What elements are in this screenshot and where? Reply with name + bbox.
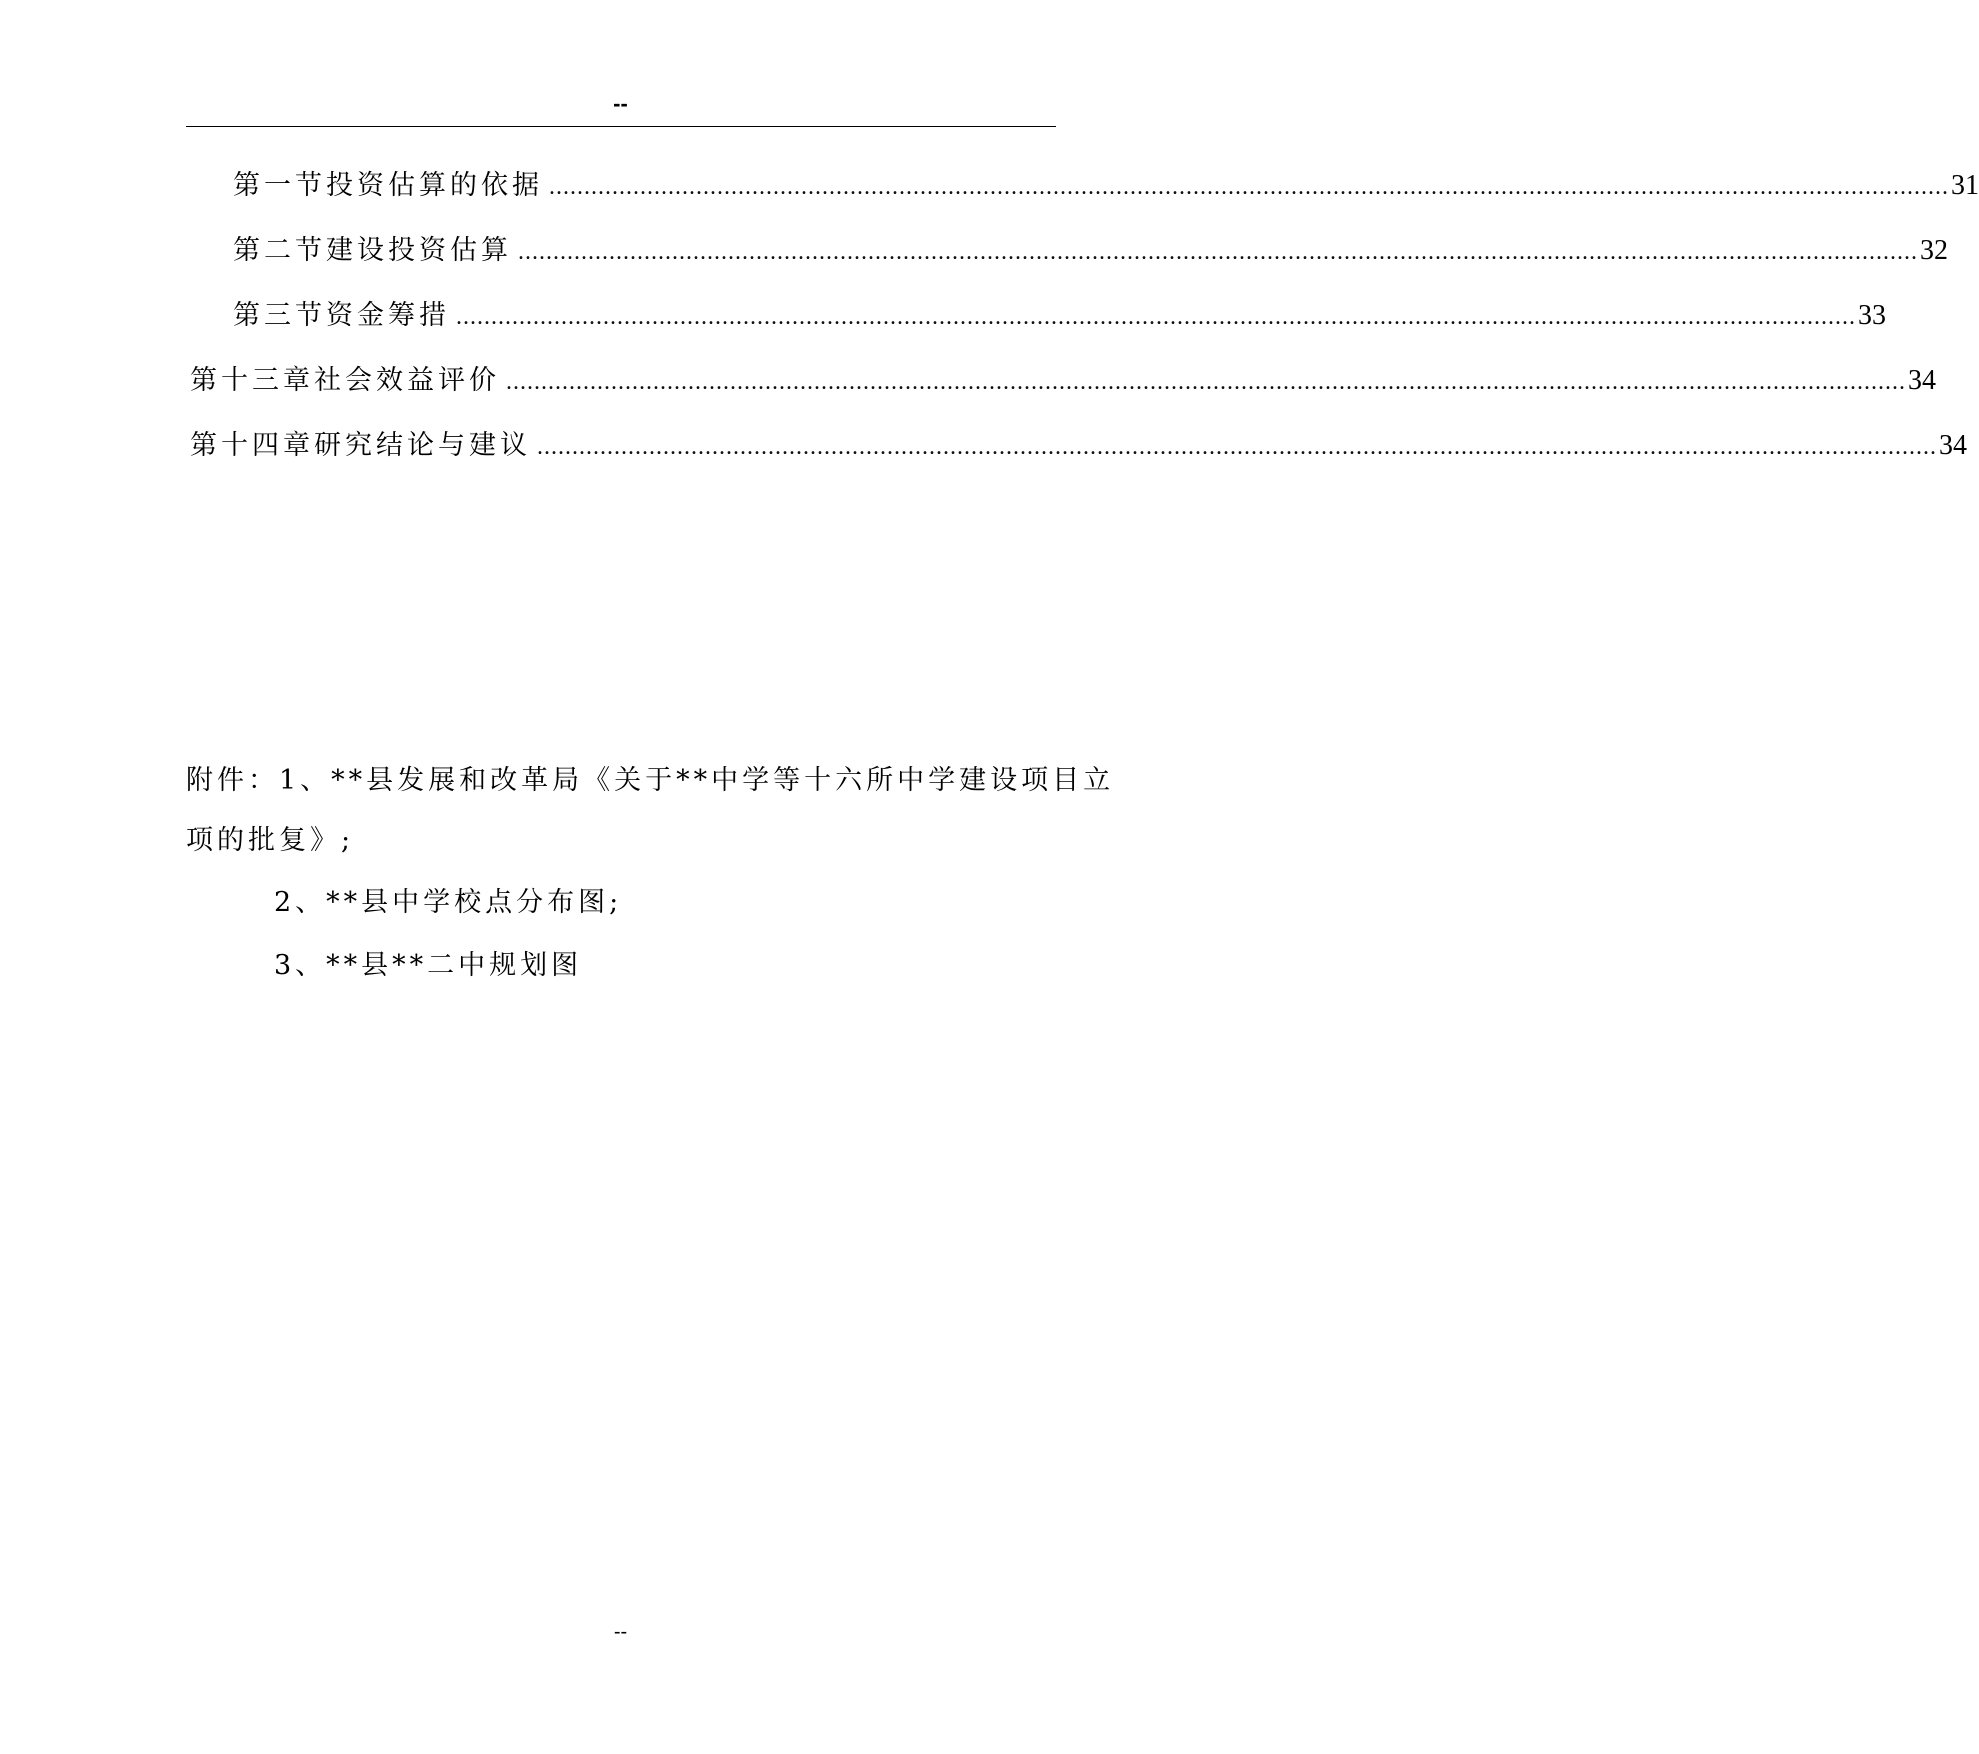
toc-entry-page: 32 <box>1920 235 1948 266</box>
toc-dot-leader: ........................................................................................................................................................................................................ <box>506 369 1906 395</box>
toc-entry-title: 投资估算的依据 <box>326 170 543 201</box>
toc-entry-title: 研究结论与建议 <box>314 430 531 461</box>
toc-entry[interactable] <box>186 293 1886 358</box>
toc-entry-title: 建设投资估算 <box>326 235 512 266</box>
attachment-line: 附件：1、**县发展和改革局《关于**中学等十六所中学建设项目立 <box>186 765 1115 796</box>
toc-dot-leader: ........................................................................................................................................................................................................ <box>537 434 1937 460</box>
attachment-line: 项的批复》; <box>186 825 355 856</box>
toc-entry[interactable] <box>186 163 1979 228</box>
header-rule <box>186 126 1056 127</box>
table-of-contents <box>186 163 1979 488</box>
toc-entry-title: 资金筹措 <box>326 300 450 331</box>
toc-dot-leader: ........................................................................................................................................................................................................ <box>456 304 1856 330</box>
toc-entry-number: 第十三章 <box>190 365 314 396</box>
toc-entry-number: 第一节 <box>233 170 326 201</box>
toc-entry[interactable] <box>186 228 1948 293</box>
page-footer-mark: -- <box>613 1621 628 1643</box>
toc-entry-page: 33 <box>1858 300 1886 331</box>
toc-entry-number: 第二节 <box>233 235 326 266</box>
toc-entry-number: 第三节 <box>233 300 326 331</box>
toc-entry-page: 31 <box>1951 170 1979 201</box>
toc-entry[interactable] <box>186 423 1967 488</box>
toc-entry[interactable] <box>186 358 1936 423</box>
toc-entry-page: 34 <box>1908 365 1936 396</box>
toc-entry-number: 第十四章 <box>190 430 314 461</box>
toc-entry-title: 社会效益评价 <box>314 365 500 396</box>
attachment-line: 3、**县**二中规划图 <box>274 950 583 981</box>
attachment-line: 2、**县中学校点分布图; <box>274 887 623 918</box>
page-header-mark: -- <box>613 91 628 116</box>
toc-dot-leader: ........................................................................................................................................................................................................ <box>518 239 1918 265</box>
toc-dot-leader: ........................................................................................................................................................................................................ <box>549 174 1949 200</box>
toc-entry-page: 34 <box>1939 430 1967 461</box>
